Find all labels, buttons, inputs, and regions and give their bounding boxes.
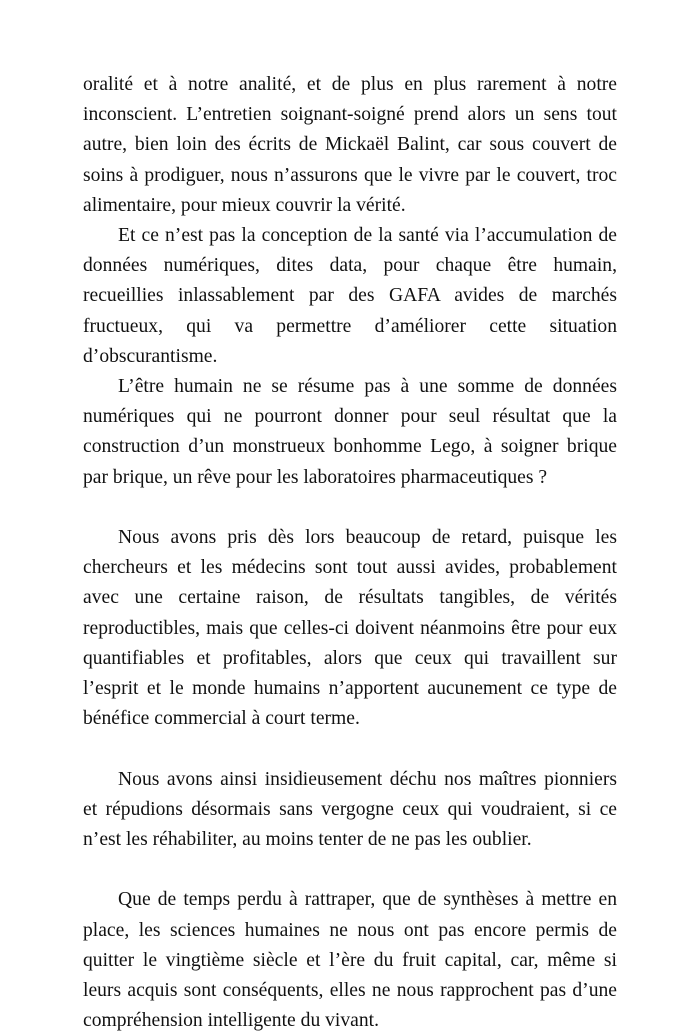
paragraph-pioneers: Nous avons ainsi insidieusement déchu nos maîtres pionniers et répudions désormais sans vergogne ceux qui voudraient, si ce n’est les réhabiliter, au moins tenter de ne pas les oublier. [83, 768, 617, 851]
paragraph-human-being: L’être humain ne se résume pas à une somme de données numériques qui ne pourront donner pour seul résultat que la construction d’un monstrueux bonhomme Lego, à soigner brique par brique, un rêve pour les laboratoires pharmaceutiques ? [83, 376, 617, 488]
document-page [83, 70, 617, 1036]
paragraph-continuation: oralité et à notre analité, et de plus en plus rarement à notre inconscient. L’entretien soignant-soigné prend alors un sens tout autre, bien loin des écrits de Mickaël Balint, car sous couvert de soins à prodiguer, nous n’assurons que le vivre par le couvert, troc alimentaire, pour mieux couvrir la vérité. [83, 74, 617, 216]
paragraph-data-health: Et ce n’est pas la conception de la santé via l’accumulation de données numériques, dites data, pour chaque être humain, recueillies inlassablement par des GAFA avides de marchés fructueux, qui va permettre d’améliorer cette situation d’obscurantisme. [83, 225, 617, 367]
paragraph-lost-time: Que de temps perdu à rattraper, que de synthèses à mettre en place, les sciences humaines ne nous ont pas encore permis de quitter le vingtième siècle et l’ère du fruit capital, car, même si leurs acquis sont conséquents, elles ne nous rapprochent pas d’une compréhension intelligente du vivant. [83, 889, 617, 1032]
paragraph-delay: Nous avons pris dès lors beaucoup de retard, puisque les chercheurs et les médecins sont tout aussi avides, probablement avec une certaine raison, de résultats tangibles, de vérités reproductibles, mais que celles-ci doivent néanmoins être pour eux quantifiables et profitables, alors que ceux qui travaillent sur l’esprit et le monde humains n’apportent aucunement ce type de bénéfice commercial à court terme. [83, 527, 617, 730]
